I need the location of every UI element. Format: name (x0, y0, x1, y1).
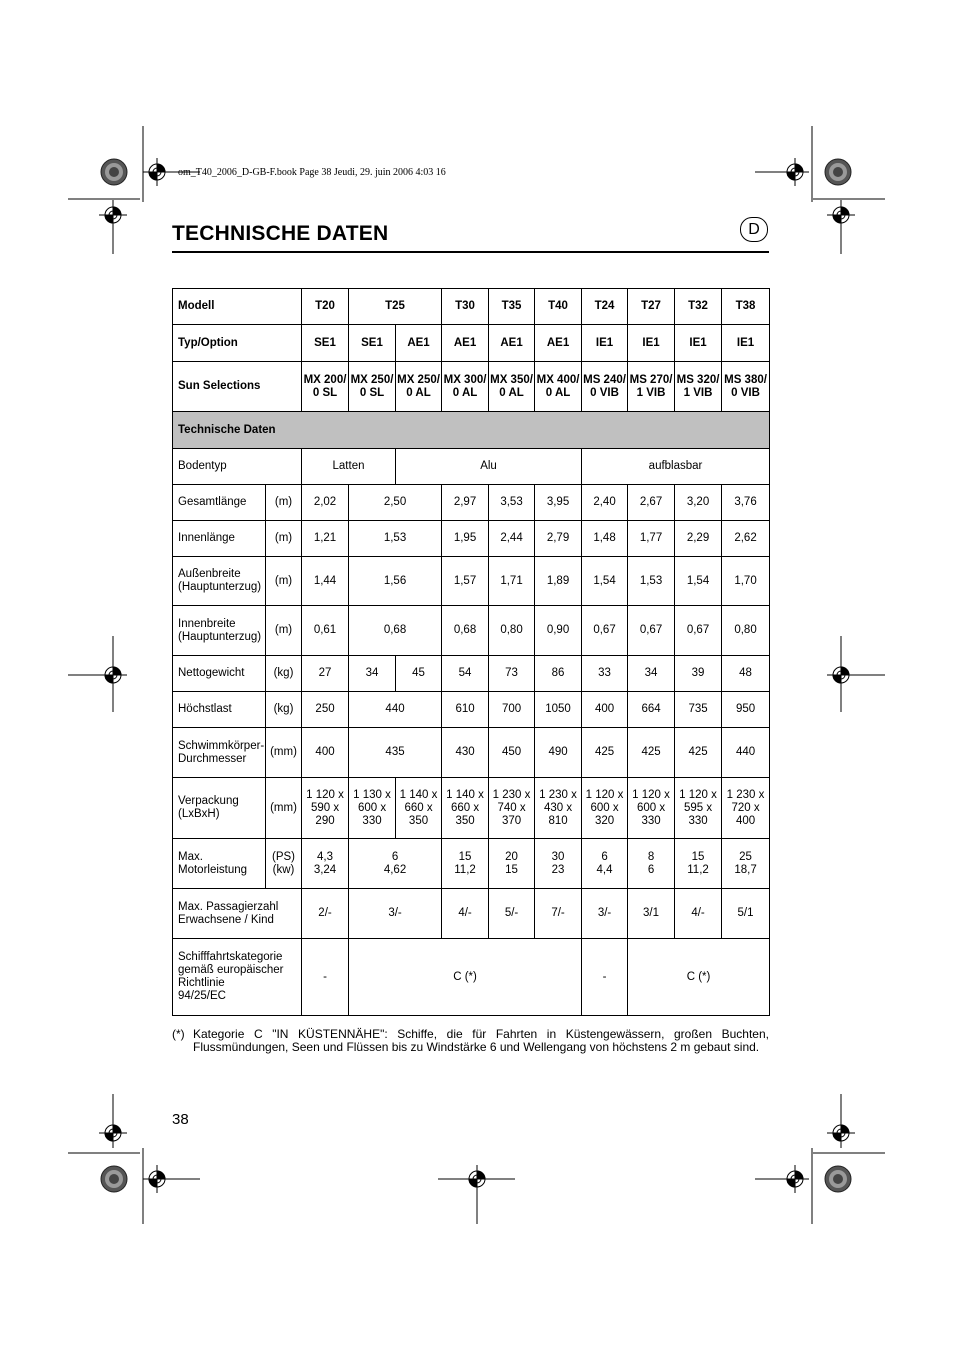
cell: 2,97 (442, 485, 489, 521)
row-packaging (173, 778, 770, 839)
row-label: Innenlänge (173, 521, 266, 557)
row-label: Bodentyp (173, 449, 302, 485)
row-label: Max. Passagierzahl Erwachsene / Kind (173, 889, 302, 939)
unit-label: (mm) (266, 778, 302, 839)
cell: 400 (582, 692, 628, 728)
unit-label: (kg) (266, 692, 302, 728)
cell: 1050 (535, 692, 582, 728)
cell: 2,29 (675, 521, 722, 557)
cell: MS 320/ 1 VIB (675, 362, 722, 412)
row-label: Außenbreite (Hauptunterzug) (173, 557, 266, 606)
row-label: Sun Selections (173, 362, 302, 412)
cell: 2,62 (722, 521, 770, 557)
cell: 25 18,7 (722, 839, 770, 889)
row-label: Modell (173, 289, 302, 325)
cell: 3,53 (489, 485, 535, 521)
cell: - (302, 939, 349, 1016)
cell: 0,67 (675, 606, 722, 656)
row-inner-width (173, 606, 770, 656)
unit-label: (m) (266, 606, 302, 656)
cell: 1 140 x 660 x 350 (442, 778, 489, 839)
cell: 2,79 (535, 521, 582, 557)
cell: aufblasbar (582, 449, 770, 485)
unit-label: (kg) (266, 656, 302, 692)
cell: 440 (349, 692, 442, 728)
cell: 450 (489, 728, 535, 778)
section-header-row (173, 412, 770, 449)
footnote-mark: (*) (172, 1027, 185, 1041)
cell: T32 (675, 289, 722, 325)
cell: 1 130 x 600 x 330 (349, 778, 396, 839)
footnote (172, 1028, 769, 1054)
cell: 3,95 (535, 485, 582, 521)
cell: 2,44 (489, 521, 535, 557)
row-max-passengers (173, 889, 770, 939)
cell: 0,80 (489, 606, 535, 656)
cell: MX 200/ 0 SL (302, 362, 349, 412)
row-label: Typ/Option (173, 325, 302, 362)
cell: 34 (628, 656, 675, 692)
cell: 1 230 x 430 x 810 (535, 778, 582, 839)
cell: 0,67 (628, 606, 675, 656)
cell: 1,53 (628, 557, 675, 606)
row-net-weight (173, 656, 770, 692)
cell: 425 (582, 728, 628, 778)
row-label: Verpackung (LxBxH) (173, 778, 266, 839)
footnote-text: Kategorie C "IN KÜSTENNÄHE": Schiffe, die für Fahrten in Küstengewässern, großen Buchten, Flussmündungen, Seen und Flüssen bis zu Windstärke 6 und Wellengang von höchstens 2 m gebaut sind. (193, 1027, 769, 1054)
technical-data-table (172, 288, 770, 1016)
cell: IE1 (628, 325, 675, 362)
title-divider (172, 251, 769, 253)
cell: 3/- (582, 889, 628, 939)
row-model (173, 289, 770, 325)
cell: T24 (582, 289, 628, 325)
cell: 3,20 (675, 485, 722, 521)
cell: 2/- (302, 889, 349, 939)
cell: IE1 (675, 325, 722, 362)
cell: T40 (535, 289, 582, 325)
cell: 435 (349, 728, 442, 778)
cell: 1,54 (582, 557, 628, 606)
cell: 2,50 (349, 485, 442, 521)
cell: C (*) (349, 939, 582, 1016)
cell: 2,67 (628, 485, 675, 521)
cell: 3,76 (722, 485, 770, 521)
cell: SE1 (302, 325, 349, 362)
cell: 1,57 (442, 557, 489, 606)
cell: T38 (722, 289, 770, 325)
section-title: Technische Daten (173, 412, 770, 449)
cell: AE1 (535, 325, 582, 362)
cell: 490 (535, 728, 582, 778)
cell: 15 11,2 (442, 839, 489, 889)
cell: 1 120 x 590 x 290 (302, 778, 349, 839)
unit-label: (m) (266, 521, 302, 557)
cell: 1,56 (349, 557, 442, 606)
cell: 1 140 x 660 x 350 (396, 778, 442, 839)
page-title: TECHNISCHE DATEN (172, 222, 389, 245)
cell: 86 (535, 656, 582, 692)
cell: 4,3 3,24 (302, 839, 349, 889)
cell: T27 (628, 289, 675, 325)
cell: 6 4,62 (349, 839, 442, 889)
cell: 1 230 x 740 x 370 (489, 778, 535, 839)
row-label: Innenbreite (Hauptunterzug) (173, 606, 266, 656)
row-navigation-category (173, 939, 770, 1016)
language-badge: D (740, 217, 768, 242)
row-inner-length (173, 521, 770, 557)
cell: 1,95 (442, 521, 489, 557)
cell: 950 (722, 692, 770, 728)
cell: 430 (442, 728, 489, 778)
cell: 33 (582, 656, 628, 692)
cell: 0,90 (535, 606, 582, 656)
unit-label: (mm) (266, 728, 302, 778)
row-label: Nettogewicht (173, 656, 266, 692)
row-sun-selections (173, 362, 770, 412)
cell: 20 15 (489, 839, 535, 889)
cell: 440 (722, 728, 770, 778)
row-max-load (173, 692, 770, 728)
cell: 1 120 x 595 x 330 (675, 778, 722, 839)
cell: MX 350/ 0 AL (489, 362, 535, 412)
cell: 0,68 (442, 606, 489, 656)
cell: 54 (442, 656, 489, 692)
cell: 5/- (489, 889, 535, 939)
cell: MX 250/ 0 AL (396, 362, 442, 412)
cell: 3/1 (628, 889, 675, 939)
cell: 48 (722, 656, 770, 692)
unit-label: (m) (266, 485, 302, 521)
cell: 30 23 (535, 839, 582, 889)
cell: MS 270/ 1 VIB (628, 362, 675, 412)
row-label: Max. Motorleistung (173, 839, 266, 889)
cell: MX 300/ 0 AL (442, 362, 489, 412)
cell: Latten (302, 449, 396, 485)
cell: 735 (675, 692, 722, 728)
page-number: 38 (172, 1111, 189, 1128)
cell: 1,53 (349, 521, 442, 557)
cell: MX 400/ 0 AL (535, 362, 582, 412)
cell: MX 250/ 0 SL (349, 362, 396, 412)
cell: 45 (396, 656, 442, 692)
cell: IE1 (722, 325, 770, 362)
cell: 1,21 (302, 521, 349, 557)
cell: IE1 (582, 325, 628, 362)
cell: 2,40 (582, 485, 628, 521)
cell: T30 (442, 289, 489, 325)
row-label: Höchstlast (173, 692, 266, 728)
cell: 0,67 (582, 606, 628, 656)
cell: 34 (349, 656, 396, 692)
row-label: Schifffahrtskategorie gemäß europäischer Richtlinie 94/25/EC (173, 939, 302, 1016)
cell: MS 240/ 0 VIB (582, 362, 628, 412)
cell: 3/- (349, 889, 442, 939)
print-header-line: om_T40_2006_D-GB-F.book Page 38 Jeudi, 29. juin 2006 4:03 16 (178, 167, 446, 178)
cell: 0,61 (302, 606, 349, 656)
cell: 1 120 x 600 x 330 (628, 778, 675, 839)
cell: 27 (302, 656, 349, 692)
cell: 4/- (442, 889, 489, 939)
row-type (173, 325, 770, 362)
cell: AE1 (489, 325, 535, 362)
cell: 1 230 x 720 x 400 (722, 778, 770, 839)
cell: AE1 (396, 325, 442, 362)
row-outer-width (173, 557, 770, 606)
cell: 7/- (535, 889, 582, 939)
cell: 5/1 (722, 889, 770, 939)
row-label: Schwimmkörper- Durchmesser (173, 728, 266, 778)
row-max-engine-power (173, 839, 770, 889)
unit-label: (m) (266, 557, 302, 606)
cell: 6 4,4 (582, 839, 628, 889)
cell: 610 (442, 692, 489, 728)
cell: 1,70 (722, 557, 770, 606)
cell: Alu (396, 449, 582, 485)
row-label: Gesamtlänge (173, 485, 266, 521)
cell: 1,71 (489, 557, 535, 606)
cell: 0,68 (349, 606, 442, 656)
cell: 1,89 (535, 557, 582, 606)
cell: 1,54 (675, 557, 722, 606)
cell: 1,44 (302, 557, 349, 606)
cell: 15 11,2 (675, 839, 722, 889)
cell: 39 (675, 656, 722, 692)
cell: 700 (489, 692, 535, 728)
row-float-diameter (173, 728, 770, 778)
cell: 2,02 (302, 485, 349, 521)
row-floor-type (173, 449, 770, 485)
cell: 400 (302, 728, 349, 778)
cell: T35 (489, 289, 535, 325)
cell: C (*) (628, 939, 770, 1016)
cell: 1 120 x 600 x 320 (582, 778, 628, 839)
cell: 664 (628, 692, 675, 728)
cell: - (582, 939, 628, 1016)
cell: 425 (675, 728, 722, 778)
cell: 1,48 (582, 521, 628, 557)
cell: 1,77 (628, 521, 675, 557)
row-total-length (173, 485, 770, 521)
cell: T20 (302, 289, 349, 325)
cell: MS 380/ 0 VIB (722, 362, 770, 412)
cell: 4/- (675, 889, 722, 939)
cell: SE1 (349, 325, 396, 362)
unit-label: (PS) (kw) (266, 839, 302, 889)
cell: 250 (302, 692, 349, 728)
cell: 8 6 (628, 839, 675, 889)
cell: 425 (628, 728, 675, 778)
cell: 73 (489, 656, 535, 692)
cell: T25 (349, 289, 442, 325)
cell: AE1 (442, 325, 489, 362)
cell: 0,80 (722, 606, 770, 656)
